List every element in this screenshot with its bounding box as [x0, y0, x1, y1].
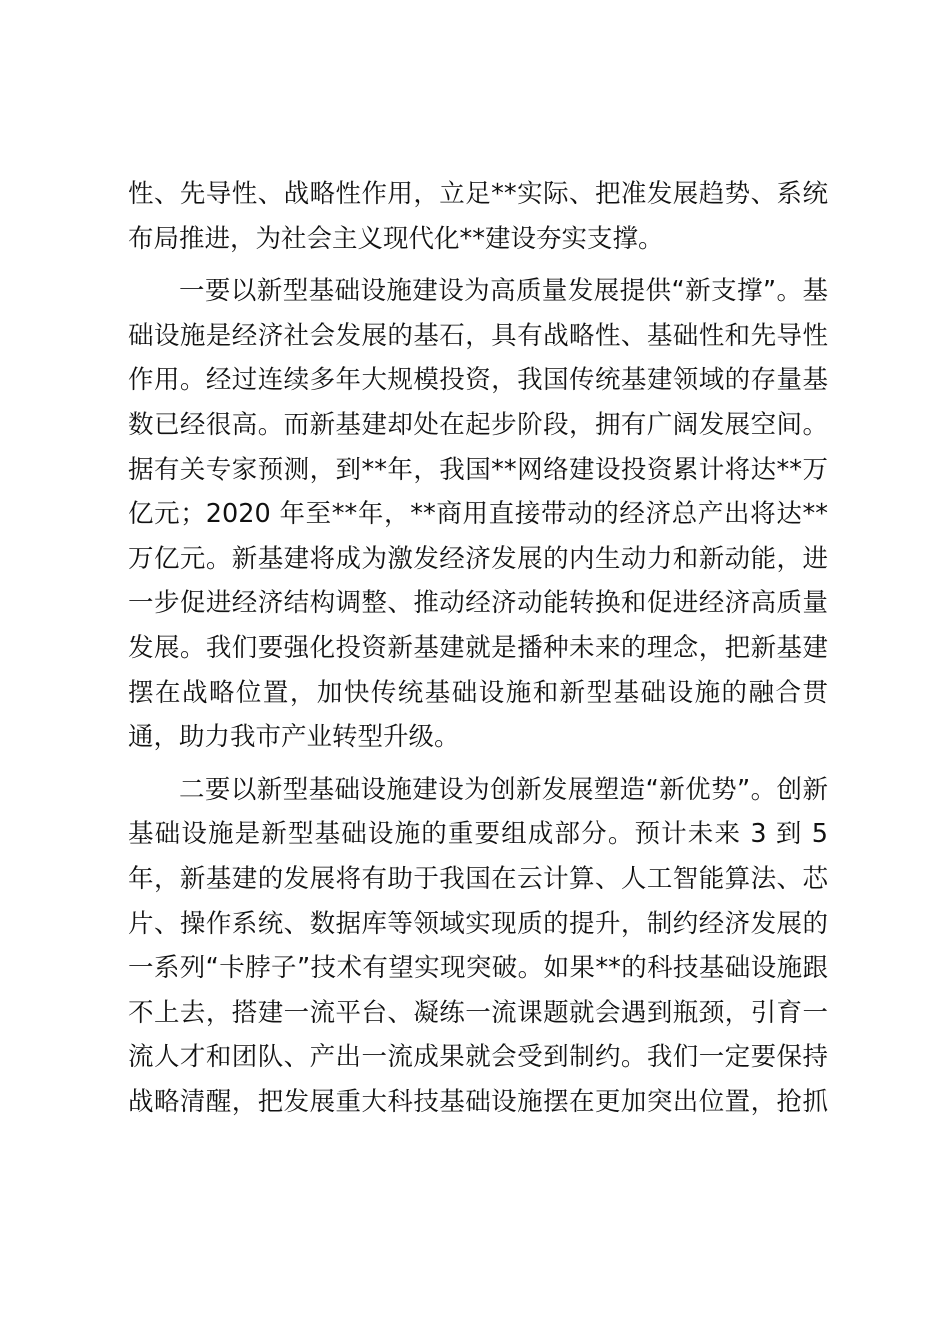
text-line: 战略清醒，把发展重大科技基础设施摆在更加突出位置，抢抓	[128, 1086, 828, 1117]
text-line: 基础设施是新型基础设施的重要组成部分。预计未来 3 到 5	[128, 819, 828, 850]
text-line: 发展。我们要强化投资新基建就是播种未来的理念，把新基建	[128, 632, 828, 663]
text-line: 万亿元。新基建将成为激发经济发展的内生动力和新动能，进	[128, 543, 828, 574]
text-line: 摆在战略位置，加快传统基础设施和新型基础设施的融合贯	[128, 677, 828, 708]
text-line: 不上去，搭建一流平台、凝练一流课题就会遇到瓶颈，引育一	[128, 997, 828, 1028]
text-line: 一要以新型基础设施建设为高质量发展提供“新支撑”。基	[179, 276, 828, 307]
text-line: 年，新基建的发展将有助于我国在云计算、人工智能算法、芯	[128, 863, 828, 894]
text-line: 一系列“卡脖子”技术有望实现突破。如果**的科技基础设施跟	[128, 953, 828, 984]
text-line: 础设施是经济社会发展的基石，具有战略性、基础性和先导性	[128, 320, 828, 351]
text-line: 片、操作系统、数据库等领域实现质的提升，制约经济发展的	[128, 908, 828, 939]
text-line: 亿元；2020 年至**年，**商用直接带动的经济总产出将达**	[128, 499, 828, 530]
text-line: 布局推进，为社会主义现代化**建设夯实支撑。	[128, 223, 664, 254]
text-line: 二要以新型基础设施建设为创新发展塑造“新优势”。创新	[179, 774, 828, 805]
text-line: 流人才和团队、产出一流成果就会受到制约。我们一定要保持	[128, 1042, 828, 1073]
text-line: 一步促进经济结构调整、推动经济动能转换和促进经济高质量	[128, 588, 828, 619]
document-body	[128, 172, 828, 1124]
text-line: 通，助力我市产业转型升级。	[128, 722, 460, 753]
text-line: 作用。经过连续多年大规模投资，我国传统基建领域的存量基	[128, 365, 828, 396]
text-line: 据有关专家预测，到**年，我国**网络建设投资累计将达**万	[128, 454, 828, 485]
text-line: 数已经很高。而新基建却处在起步阶段，拥有广阔发展空间。	[128, 409, 828, 440]
text-line: 性、先导性、战略性作用，立足**实际、把准发展趋势、系统	[128, 179, 828, 209]
